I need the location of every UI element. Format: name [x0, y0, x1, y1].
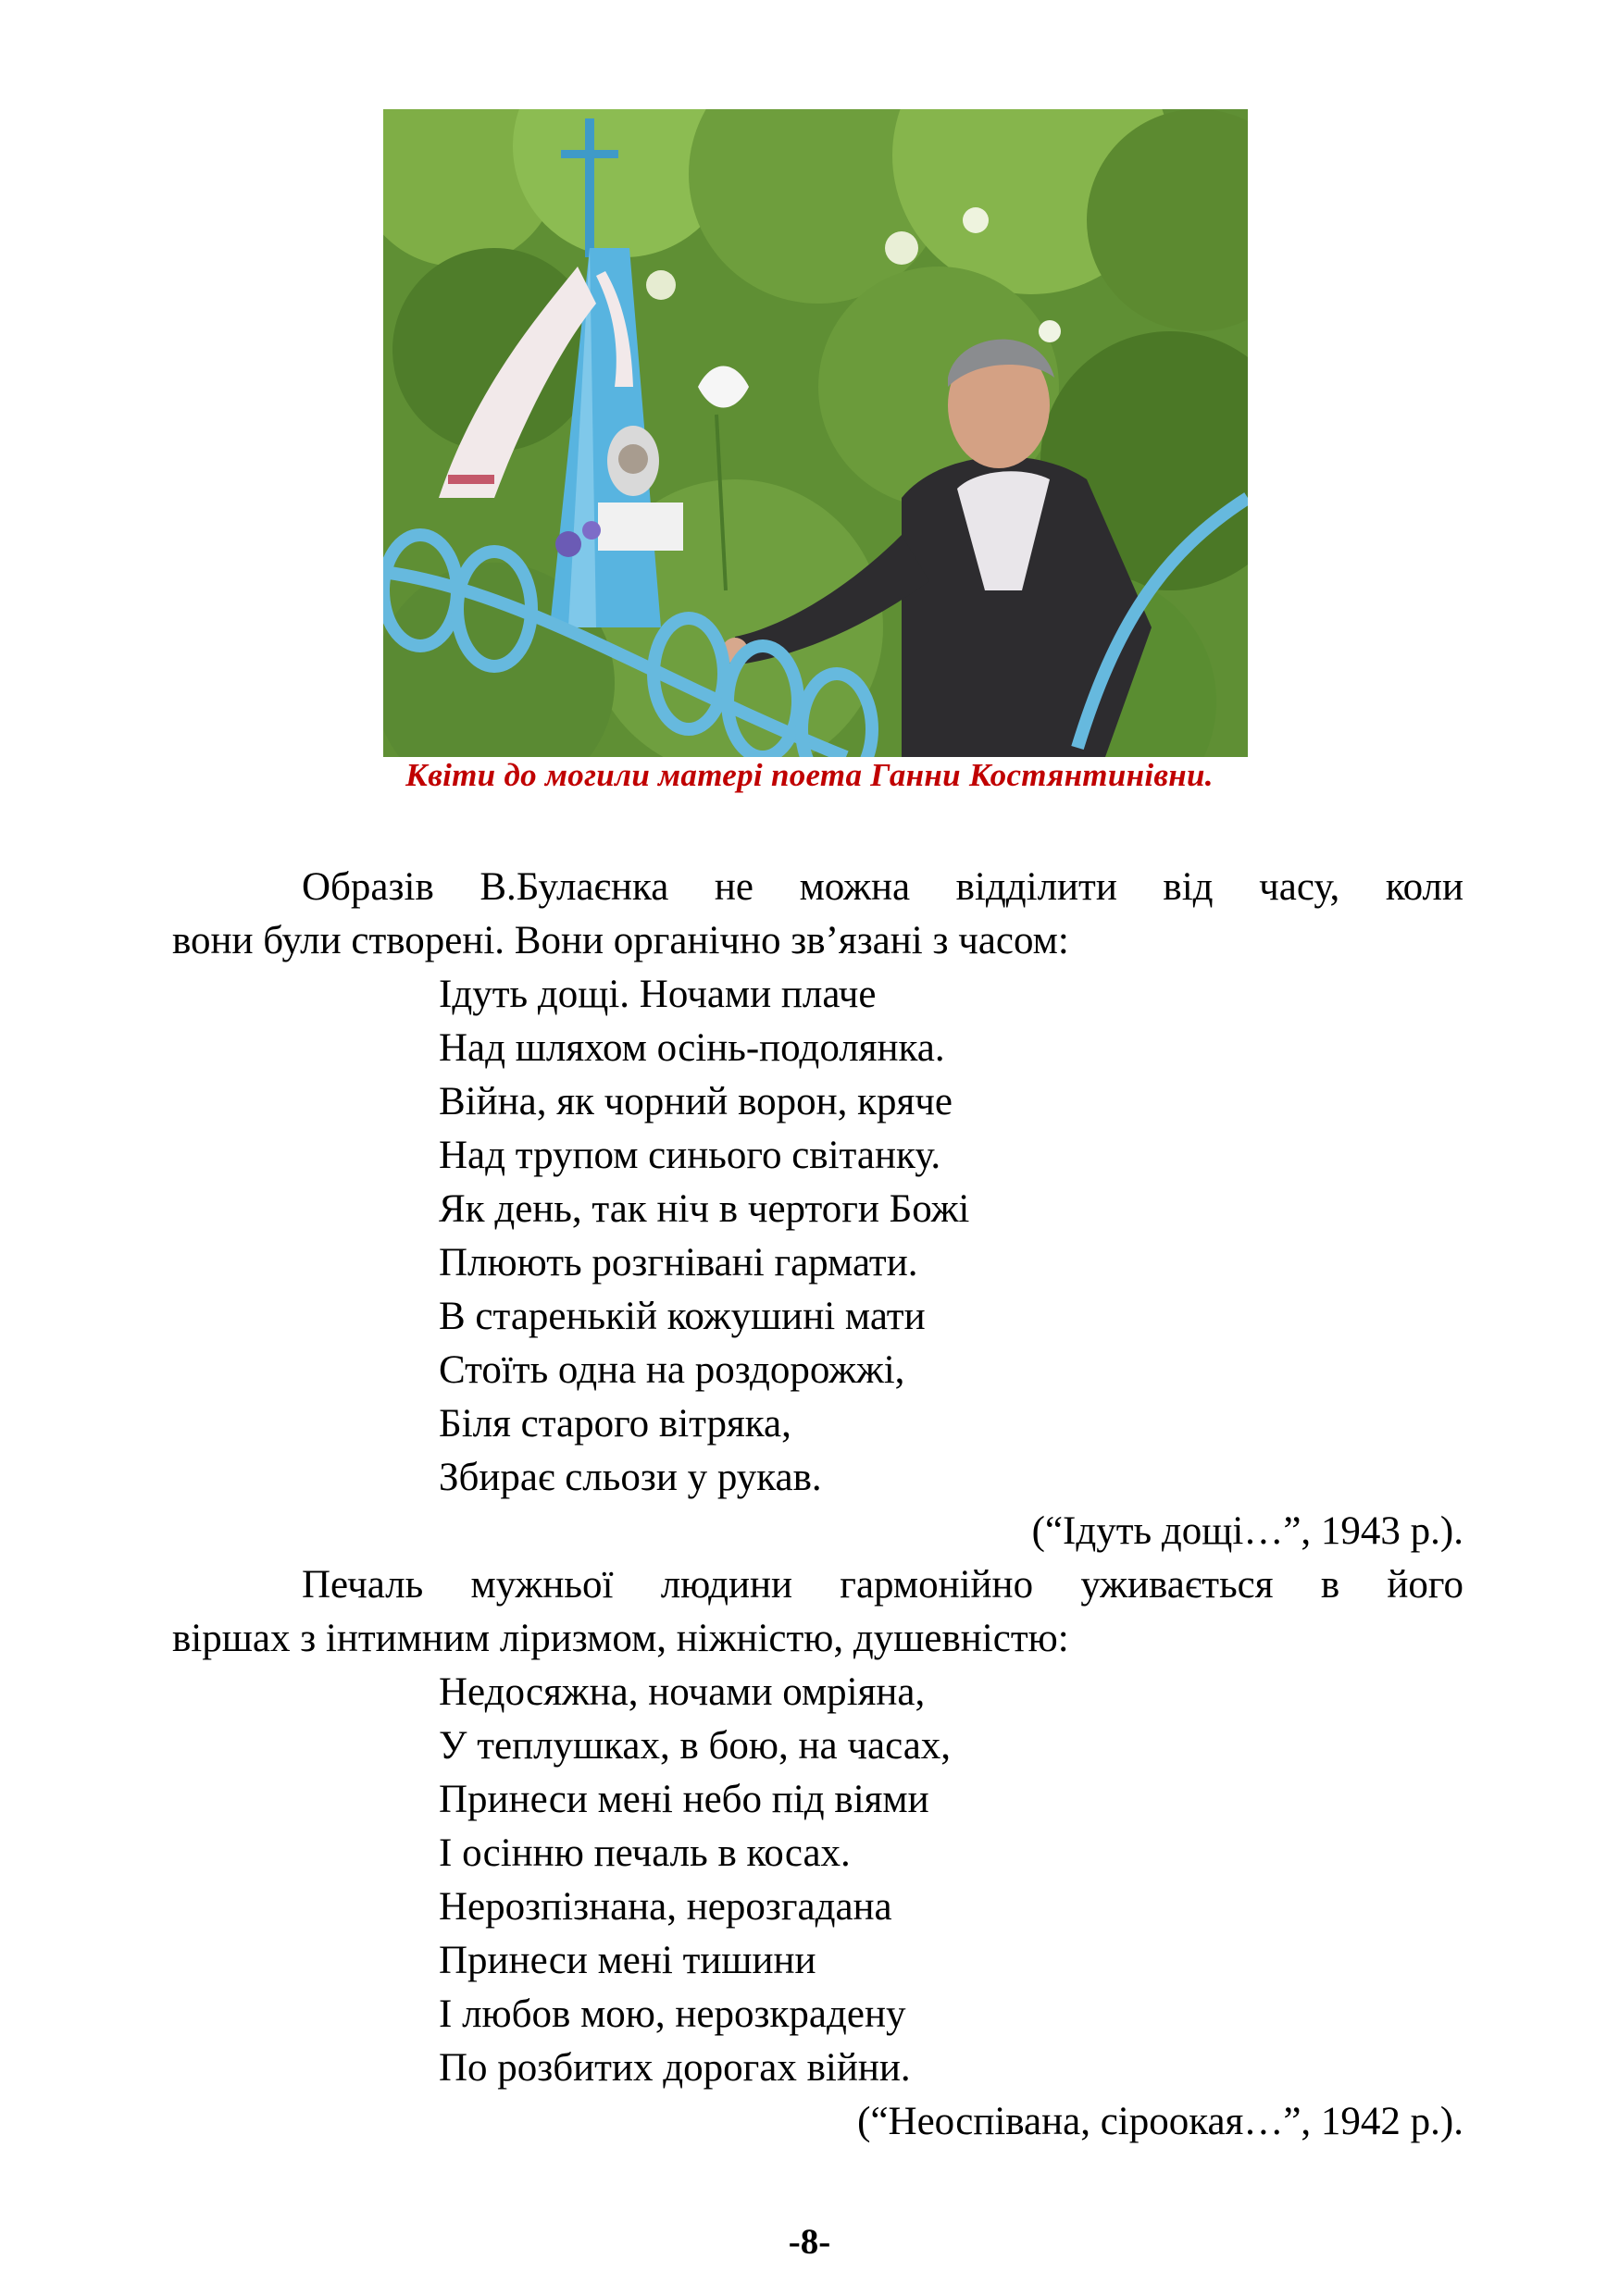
paragraph-line: Образів В.Булаєнка не можна відділити від часу, коли — [302, 865, 1463, 909]
poem-line: Плюють розгнівані гармати. — [439, 1241, 918, 1285]
poem-line: І осінню печаль в косах. — [439, 1831, 851, 1875]
poem-line: Ідуть дощі. Ночами плаче — [439, 973, 877, 1016]
poem-line: Нерозпізнана, нерозгадана — [439, 1885, 892, 1929]
page-number: -8- — [788, 2222, 831, 2262]
poem-line: По розбитих дорогах війни. — [439, 2046, 911, 2090]
paragraph-line: віршах з інтимним ліризмом, ніжністю, душевністю: — [172, 1617, 1069, 1660]
paragraph-line: Печаль мужньої людини гармонійно уживається в його — [302, 1563, 1463, 1607]
poem-line: Збирає сльози у рукав. — [439, 1456, 822, 1499]
poem-citation: (“Ідуть дощі…”, 1943 р.). — [1031, 1509, 1463, 1553]
paragraph-2 — [172, 1558, 1463, 1666]
poem-line: Над трупом синього світанку. — [439, 1134, 941, 1177]
poem-line: Принеси мені тишини — [439, 1939, 816, 1982]
grave-photo — [383, 109, 1248, 757]
poem-line: В старенькій кожушині мати — [439, 1295, 926, 1338]
paragraph-1 — [172, 861, 1463, 968]
poem-line: Війна, як чорний ворон, кряче — [439, 1080, 953, 1123]
paragraph-line: вони були створені. Вони органічно зв’язані з часом: — [172, 919, 1069, 962]
photo-caption: Квіти до могили матері поета Ганни Костянтинівни. — [405, 757, 1214, 793]
poem-line: У теплушках, в бою, на часах, — [439, 1724, 952, 1768]
poem-line: Недосяжна, ночами омріяна, — [439, 1670, 926, 1714]
poem-1 — [439, 968, 969, 1505]
poem-line: Принеси мені небо під віями — [439, 1778, 929, 1821]
poem-line: Біля старого вітряка, — [439, 1402, 791, 1446]
poem-line: Як день, так ніч в чертоги Божі — [439, 1187, 970, 1231]
poem-line: І любов мою, нерозкрадену — [439, 1992, 906, 2036]
poem-2 — [439, 1666, 951, 2095]
poem-citation: (“Неоспівана, сіроокая…”, 1942 р.). — [857, 2100, 1463, 2143]
poem-line: Стоїть одна на роздорожжі, — [439, 1348, 905, 1392]
poem-line: Над шляхом осінь-подолянка. — [439, 1026, 945, 1070]
